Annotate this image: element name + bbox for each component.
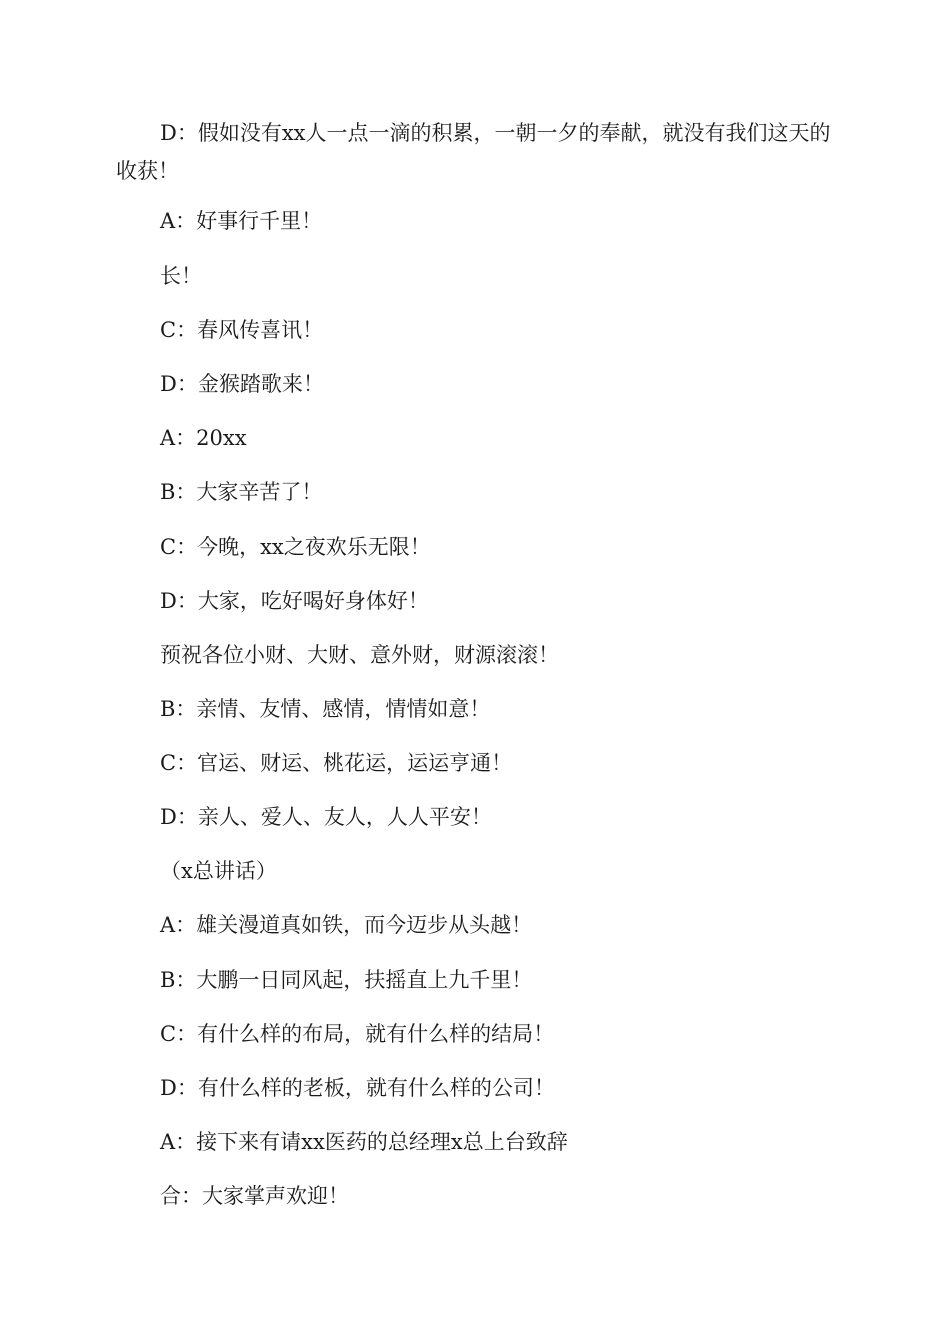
paragraph-7: B：大家辛苦了！ [160, 480, 323, 504]
paragraph-19: A：接下来有请xx医药的总经理x总上台致辞 [160, 1130, 568, 1154]
paragraph-3: 长！ [160, 264, 202, 288]
paragraph-1: D：假如没有xx人一点一滴的积累，一朝一夕的奉献，就没有我们这天的收获！ [116, 121, 831, 183]
paragraph-11: B：亲情、友情、感情，情情如意！ [160, 697, 491, 721]
paragraph-13: D：亲人、爱人、友人，人人平安！ [160, 805, 492, 829]
paragraph-12: C：官运、财运、桃花运，运运亨通！ [160, 751, 513, 775]
paragraph-6: A：20xx [160, 426, 247, 450]
paragraph-5: D：金猴踏歌来！ [160, 372, 324, 396]
paragraph-14: （x总讲话） [160, 859, 277, 883]
paragraph-8: C：今晚，xx之夜欢乐无限！ [160, 535, 431, 559]
paragraph-16: B：大鹏一日同风起，扶摇直上九千里！ [160, 968, 533, 992]
paragraph-20: 合：大家掌声欢迎！ [160, 1184, 349, 1208]
paragraph-4: C：春风传喜讯！ [160, 318, 324, 342]
paragraph-2: A：好事行千里！ [160, 209, 323, 233]
paragraph-10: 预祝各位小财、大财、意外财，财源滚滚！ [160, 643, 559, 667]
paragraph-18: D：有什么样的老板，就有什么样的公司！ [160, 1076, 555, 1100]
paragraph-9: D：大家，吃好喝好身体好！ [160, 589, 429, 613]
paragraph-15: A：雄关漫道真如铁，而今迈步从头越！ [160, 913, 533, 937]
paragraph-17: C：有什么样的布局，就有什么样的结局！ [160, 1022, 555, 1046]
